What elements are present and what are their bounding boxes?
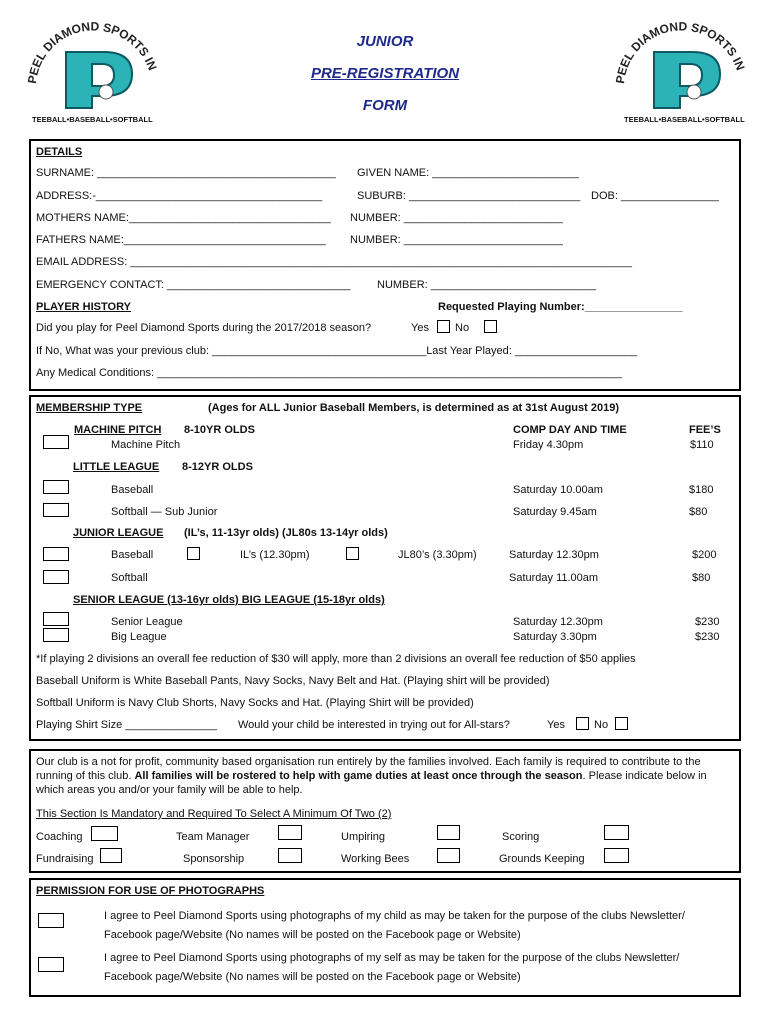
senior-league-label: Senior League: [111, 616, 183, 628]
multi-division-note: *If playing 2 divisions an overall fee reduction of $30 will apply, more than 2 divisions an overall fee reduction of $50 applies: [36, 653, 636, 665]
played-yes-checkbox[interactable]: [437, 320, 450, 333]
duties-intro: [36, 755, 736, 797]
title-form: FORM: [362, 97, 408, 114]
photo-child-line2: Facebook page/Website (No names will be posted on the Facebook page or Website): [104, 929, 521, 941]
mandatory-note: This Section Is Mandatory and Required To Select A Minimum Of Two (2): [36, 808, 392, 820]
jl-80-checkbox[interactable]: [346, 547, 359, 560]
jl-baseball-fee: $200: [692, 549, 717, 561]
ll-baseball-checkbox[interactable]: [43, 480, 69, 494]
allstars-yes-label: Yes: [547, 719, 565, 731]
ll-baseball-label: Baseball: [111, 484, 154, 496]
jl-il-label: IL’s (12.30pm): [240, 549, 310, 561]
medical-field[interactable]: Any Medical Conditions: ____________________________________________________________________________: [36, 367, 623, 379]
details-heading: DETAILS: [36, 146, 83, 158]
membership-heading: MEMBERSHIP TYPE: [36, 402, 143, 414]
given-name-field[interactable]: GIVEN NAME: ________________________: [357, 167, 580, 179]
photo-self-checkbox[interactable]: [38, 957, 64, 972]
fundraising-checkbox[interactable]: [100, 848, 122, 863]
scoring-label: Scoring: [502, 831, 540, 843]
previous-club-field[interactable]: If No, What was your previous club: ___________________________________Last Year Played: ____________________: [36, 345, 638, 357]
photos-heading: PERMISSION FOR USE OF PHOTOGRAPHS: [36, 885, 265, 897]
svg-text:PEEL DIAMOND SPORTS INC.: PEEL DIAMOND SPORTS IN: [24, 19, 160, 85]
title-preregistration: PRE-REGISTRATION: [310, 65, 460, 82]
little-league-age: 8-12YR OLDS: [182, 461, 253, 473]
ll-softball-time: Saturday 9.45am: [513, 506, 597, 518]
little-league-title: LITTLE LEAGUE: [73, 461, 160, 473]
ll-softball-checkbox[interactable]: [43, 503, 69, 517]
jl-softball-label: Softball: [111, 572, 148, 584]
grounds-keeping-checkbox[interactable]: [604, 848, 629, 863]
address-field[interactable]: ADDRESS:-_____________________________________: [36, 190, 323, 202]
big-league-time: Saturday 3.30pm: [513, 631, 597, 643]
duties-indicate-text: . Please indicate below in which areas you and/or your family will be able to help.: [36, 770, 707, 796]
umpiring-label: Umpiring: [341, 831, 386, 843]
player-history-heading: PLAYER HISTORY: [36, 301, 131, 313]
photo-self-line1: I agree to Peel Diamond Sports using photographs of my self as may be taken for the purpose of the clubs Newsletter/: [104, 952, 680, 964]
sponsorship-checkbox[interactable]: [278, 848, 302, 863]
fathers-number-field[interactable]: NUMBER: __________________________: [350, 234, 563, 246]
shirt-size-field[interactable]: Playing Shirt Size _______________: [36, 719, 218, 731]
senior-league-fee: $230: [695, 616, 720, 628]
machine-pitch-title: MACHINE PITCH: [74, 424, 162, 436]
emergency-number-field[interactable]: NUMBER: ___________________________: [377, 279, 596, 291]
photo-self-line2: Facebook page/Website (No names will be posted on the Facebook page or Website): [104, 971, 521, 983]
played-no-checkbox[interactable]: [484, 320, 497, 333]
machine-pitch-fee: $110: [690, 439, 714, 451]
suburb-field[interactable]: SUBURB: ____________________________: [357, 190, 581, 202]
machine-pitch-time: Friday 4.30pm: [513, 439, 584, 451]
duties-roster-text: All families will be rostered to help with game duties at least once through the season: [134, 770, 583, 782]
played-question: Did you play for Peel Diamond Sports during the 2017/2018 season?: [36, 322, 372, 334]
working-bees-label: Working Bees: [341, 853, 410, 865]
team-manager-label: Team Manager: [176, 831, 250, 843]
jl-baseball-checkbox[interactable]: [43, 547, 69, 561]
jl-baseball-label: Baseball: [111, 549, 154, 561]
machine-pitch-checkbox[interactable]: [43, 435, 69, 449]
photo-child-checkbox[interactable]: [38, 913, 64, 928]
jl-softball-time: Saturday 11.00am: [509, 572, 599, 584]
comp-header: COMP DAY AND TIME: [513, 424, 627, 436]
coaching-label: Coaching: [36, 831, 83, 843]
ll-softball-label: Softball — Sub Junior: [111, 506, 218, 518]
machine-pitch-age: 8-10YR OLDS: [184, 424, 255, 436]
logo-tagline: TEEBALL•BASEBALL•SOFTBALL: [624, 115, 745, 124]
softball-uniform-note: Softball Uniform is Navy Club Shorts, Navy Socks and Hat. (Playing Shirt will be provided): [36, 697, 474, 709]
scoring-checkbox[interactable]: [604, 825, 629, 840]
emergency-contact-field[interactable]: EMERGENCY CONTACT: ______________________________: [36, 279, 351, 291]
jl-softball-fee: $80: [692, 572, 711, 584]
senior-league-checkbox[interactable]: [43, 612, 69, 626]
allstars-question: Would your child be interested in trying out for All-stars?: [238, 719, 510, 731]
team-manager-checkbox[interactable]: [278, 825, 302, 840]
machine-pitch-label: Machine Pitch: [111, 439, 181, 451]
title-junior: JUNIOR: [356, 33, 414, 50]
senior-league-time: Saturday 12.30pm: [513, 616, 603, 628]
big-league-label: Big League: [111, 631, 167, 643]
big-league-checkbox[interactable]: [43, 628, 69, 642]
requested-number-field[interactable]: Requested Playing Number:________________: [438, 301, 683, 313]
email-field[interactable]: EMAIL ADDRESS: __________________________________________________________________________________: [36, 256, 632, 268]
junior-league-title: JUNIOR LEAGUE: [73, 527, 164, 539]
coaching-checkbox[interactable]: [91, 826, 118, 841]
svg-text:PEEL DIAMOND SPORTS INC.: PEEL DIAMOND SPORTS IN: [612, 19, 748, 85]
logo-tagline: TEEBALL•BASEBALL•SOFTBALL: [32, 115, 153, 124]
fundraising-label: Fundraising: [36, 853, 94, 865]
played-yes-label: Yes: [411, 322, 429, 334]
fathers-name-field[interactable]: FATHERS NAME:_________________________________: [36, 234, 326, 246]
allstars-no-checkbox[interactable]: [615, 717, 628, 730]
fee-header: FEE’S: [689, 424, 721, 436]
played-no-label: No: [455, 322, 470, 334]
ll-softball-fee: $80: [689, 506, 708, 518]
jl-baseball-time: Saturday 12.30pm: [509, 549, 599, 561]
allstars-yes-checkbox[interactable]: [576, 717, 589, 730]
senior-big-league-title: SENIOR LEAGUE (13-16yr olds) BIG LEAGUE (15-18yr olds): [73, 594, 385, 606]
mothers-name-field[interactable]: MOTHERS NAME:_________________________________: [36, 212, 331, 224]
membership-ages-note: (Ages for ALL Junior Baseball Members, is determined as at 31st August 2019): [208, 402, 619, 414]
jl-il-checkbox[interactable]: [187, 547, 200, 560]
duties-intro-text: Our club is a not for profit, community based organisation run entirely by the families involved. Each family is required to contribute to the running of this club.: [36, 756, 701, 782]
jl-softball-checkbox[interactable]: [43, 570, 69, 584]
junior-league-age: (IL’s, 11-13yr olds) (JL80s 13-14yr olds): [184, 527, 388, 539]
dob-field[interactable]: DOB: ________________: [591, 190, 719, 202]
big-league-fee: $230: [695, 631, 720, 643]
mothers-number-field[interactable]: NUMBER: __________________________: [350, 212, 563, 224]
allstars-no-label: No: [594, 719, 609, 731]
baseball-uniform-note: Baseball Uniform is White Baseball Pants, Navy Socks, Navy Belt and Hat. (Playing shirt will be provided): [36, 675, 550, 687]
jl-80-label: JL80’s (3.30pm): [398, 549, 477, 561]
grounds-keeping-label: Grounds Keeping: [499, 853, 585, 865]
ll-baseball-time: Saturday 10.00am: [513, 484, 603, 496]
working-bees-checkbox[interactable]: [437, 848, 460, 863]
ll-baseball-fee: $180: [689, 484, 714, 496]
umpiring-checkbox[interactable]: [437, 825, 460, 840]
surname-field[interactable]: SURNAME: _______________________________________: [36, 167, 336, 179]
photo-child-line1: I agree to Peel Diamond Sports using photographs of my child as may be taken for the purpose of the clubs Newsletter/: [104, 910, 685, 922]
sponsorship-label: Sponsorship: [183, 853, 245, 865]
